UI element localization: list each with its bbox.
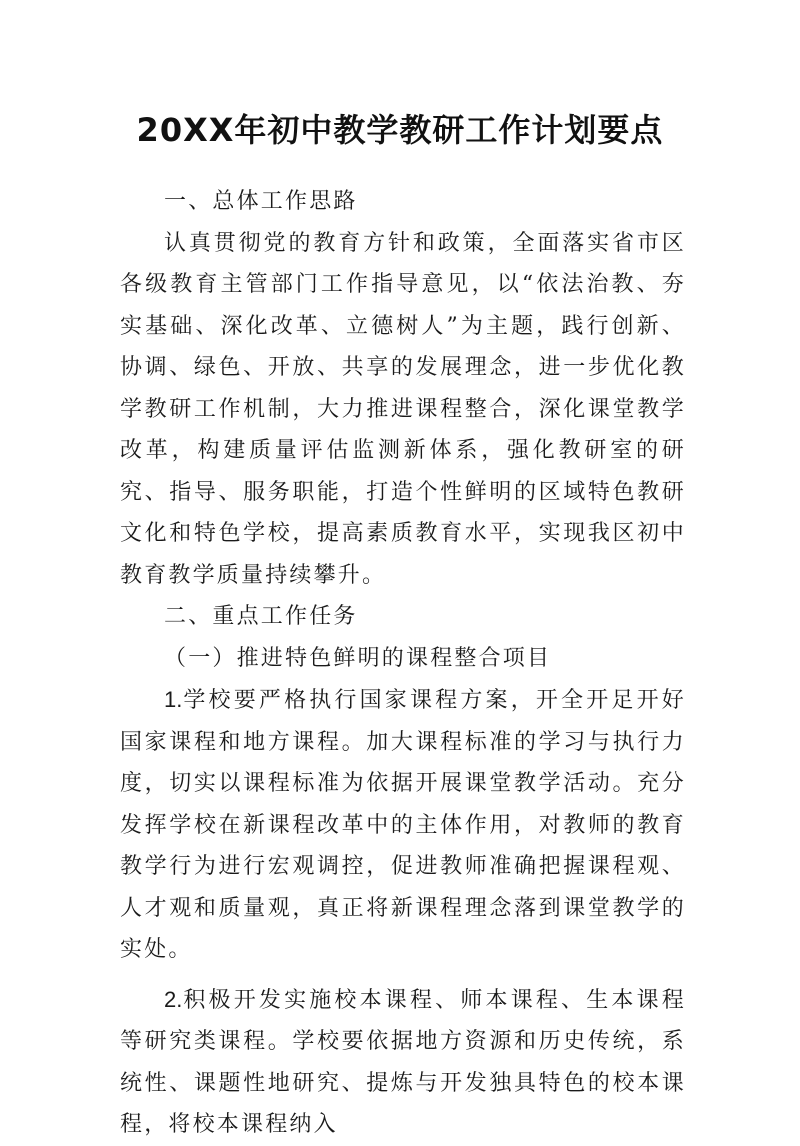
section-heading-2: 二、重点工作任务	[164, 604, 358, 629]
list-item-1	[120, 679, 686, 971]
subsection-heading-1: （一）推进特色鲜明的课程整合项目	[164, 645, 552, 671]
list-item-2	[120, 979, 686, 1146]
list-item-1-number: 1.	[164, 687, 183, 712]
list-item-2-number: 2.	[164, 986, 183, 1012]
section-heading-1: 一、总体工作思路	[164, 189, 358, 214]
list-item-2-text: 积极开发实施校本课程、师本课程、生本课程等研究类课程。学校要依据地方资源和历史传统，系统性、课题性地研究、提炼与开发独具特色的校本课程，将校本课程纳入	[120, 987, 686, 1137]
document-body	[120, 181, 686, 1146]
list-item-1-text: 学校要严格执行国家课程方案，开全开足开好国家课程和地方课程。加大课程标准的学习与执行力度，切实以课程标准为依据开展课堂教学活动。充分发挥学校在新课程改革中的主体作用，对教师的教育教学行为进行宏观调控，促进教师准确把握课程观、人才观和质量观，真正将新课程理念落到课堂教学的实处。	[120, 688, 686, 962]
paragraph-overall-approach: 认真贯彻党的教育方针和政策，全面落实省市区各级教育主管部门工作指导意见，以“依法治教、夯实基础、深化改革、立德树人”为主题，践行创新、协调、绿色、开放、共享的发展理念，进一步优化教学教研工作机制，大力推进课程整合，深化课堂教学改革，构建质量评估监测新体系，强化教研室的研究、指导、服务职能，打造个性鲜明的区域特色教研文化和特色学校，提高素质教育水平，实现我区初中教育教学质量持续攀升。	[120, 230, 686, 588]
document-title: 20XX年初中教学教研工作计划要点	[136, 111, 664, 149]
